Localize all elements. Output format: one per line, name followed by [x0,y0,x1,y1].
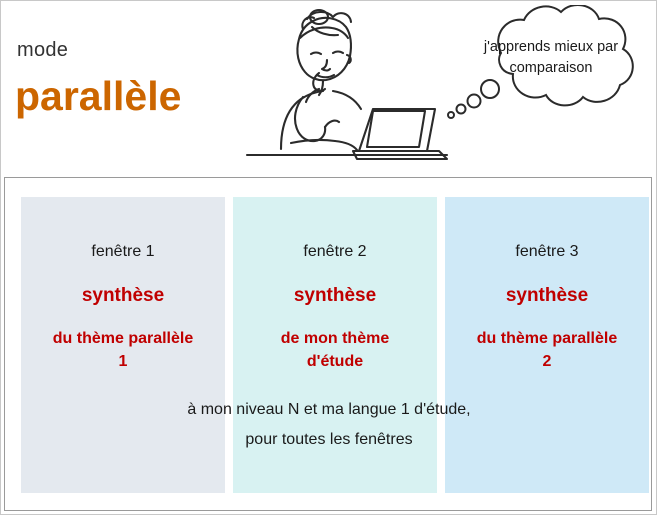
student-thinking-at-laptop-icon [207,5,457,175]
window-title-2: fenêtre 2 [303,243,367,260]
thought-bubble-text: j'apprends mieux par comparaison [483,39,619,77]
window-subtitle-1-line1: du thème parallèle [52,330,194,347]
window-subtitle-3-line2: 2 [542,353,552,371]
mode-label: mode [17,39,69,61]
window-subtitle-2-line1: de mon thème [280,330,390,347]
window-subtitle-2 [233,327,437,373]
window-subtitle-2-line2: d'étude [306,353,364,371]
window-title-1: fenêtre 1 [91,243,155,260]
window-subtitle-1-line2: 1 [118,353,128,371]
window-synthesis-3: synthèse [505,285,589,306]
windows-panel [4,177,652,511]
window-subtitle-1 [21,327,225,373]
footer-note [25,395,633,456]
footer-note-line1: à mon niveau N et ma langue 1 d'étude, [187,401,471,418]
window-title-3: fenêtre 3 [515,243,579,260]
window-subtitle-3 [445,327,649,373]
page-title: parallèle [15,73,182,119]
footer-note-line2: pour toutes les fenêtres [245,431,413,449]
window-synthesis-2: synthèse [293,285,377,306]
header-section [1,1,656,173]
window-synthesis-1: synthèse [81,285,165,306]
window-subtitle-3-line1: du thème parallèle [476,330,618,347]
